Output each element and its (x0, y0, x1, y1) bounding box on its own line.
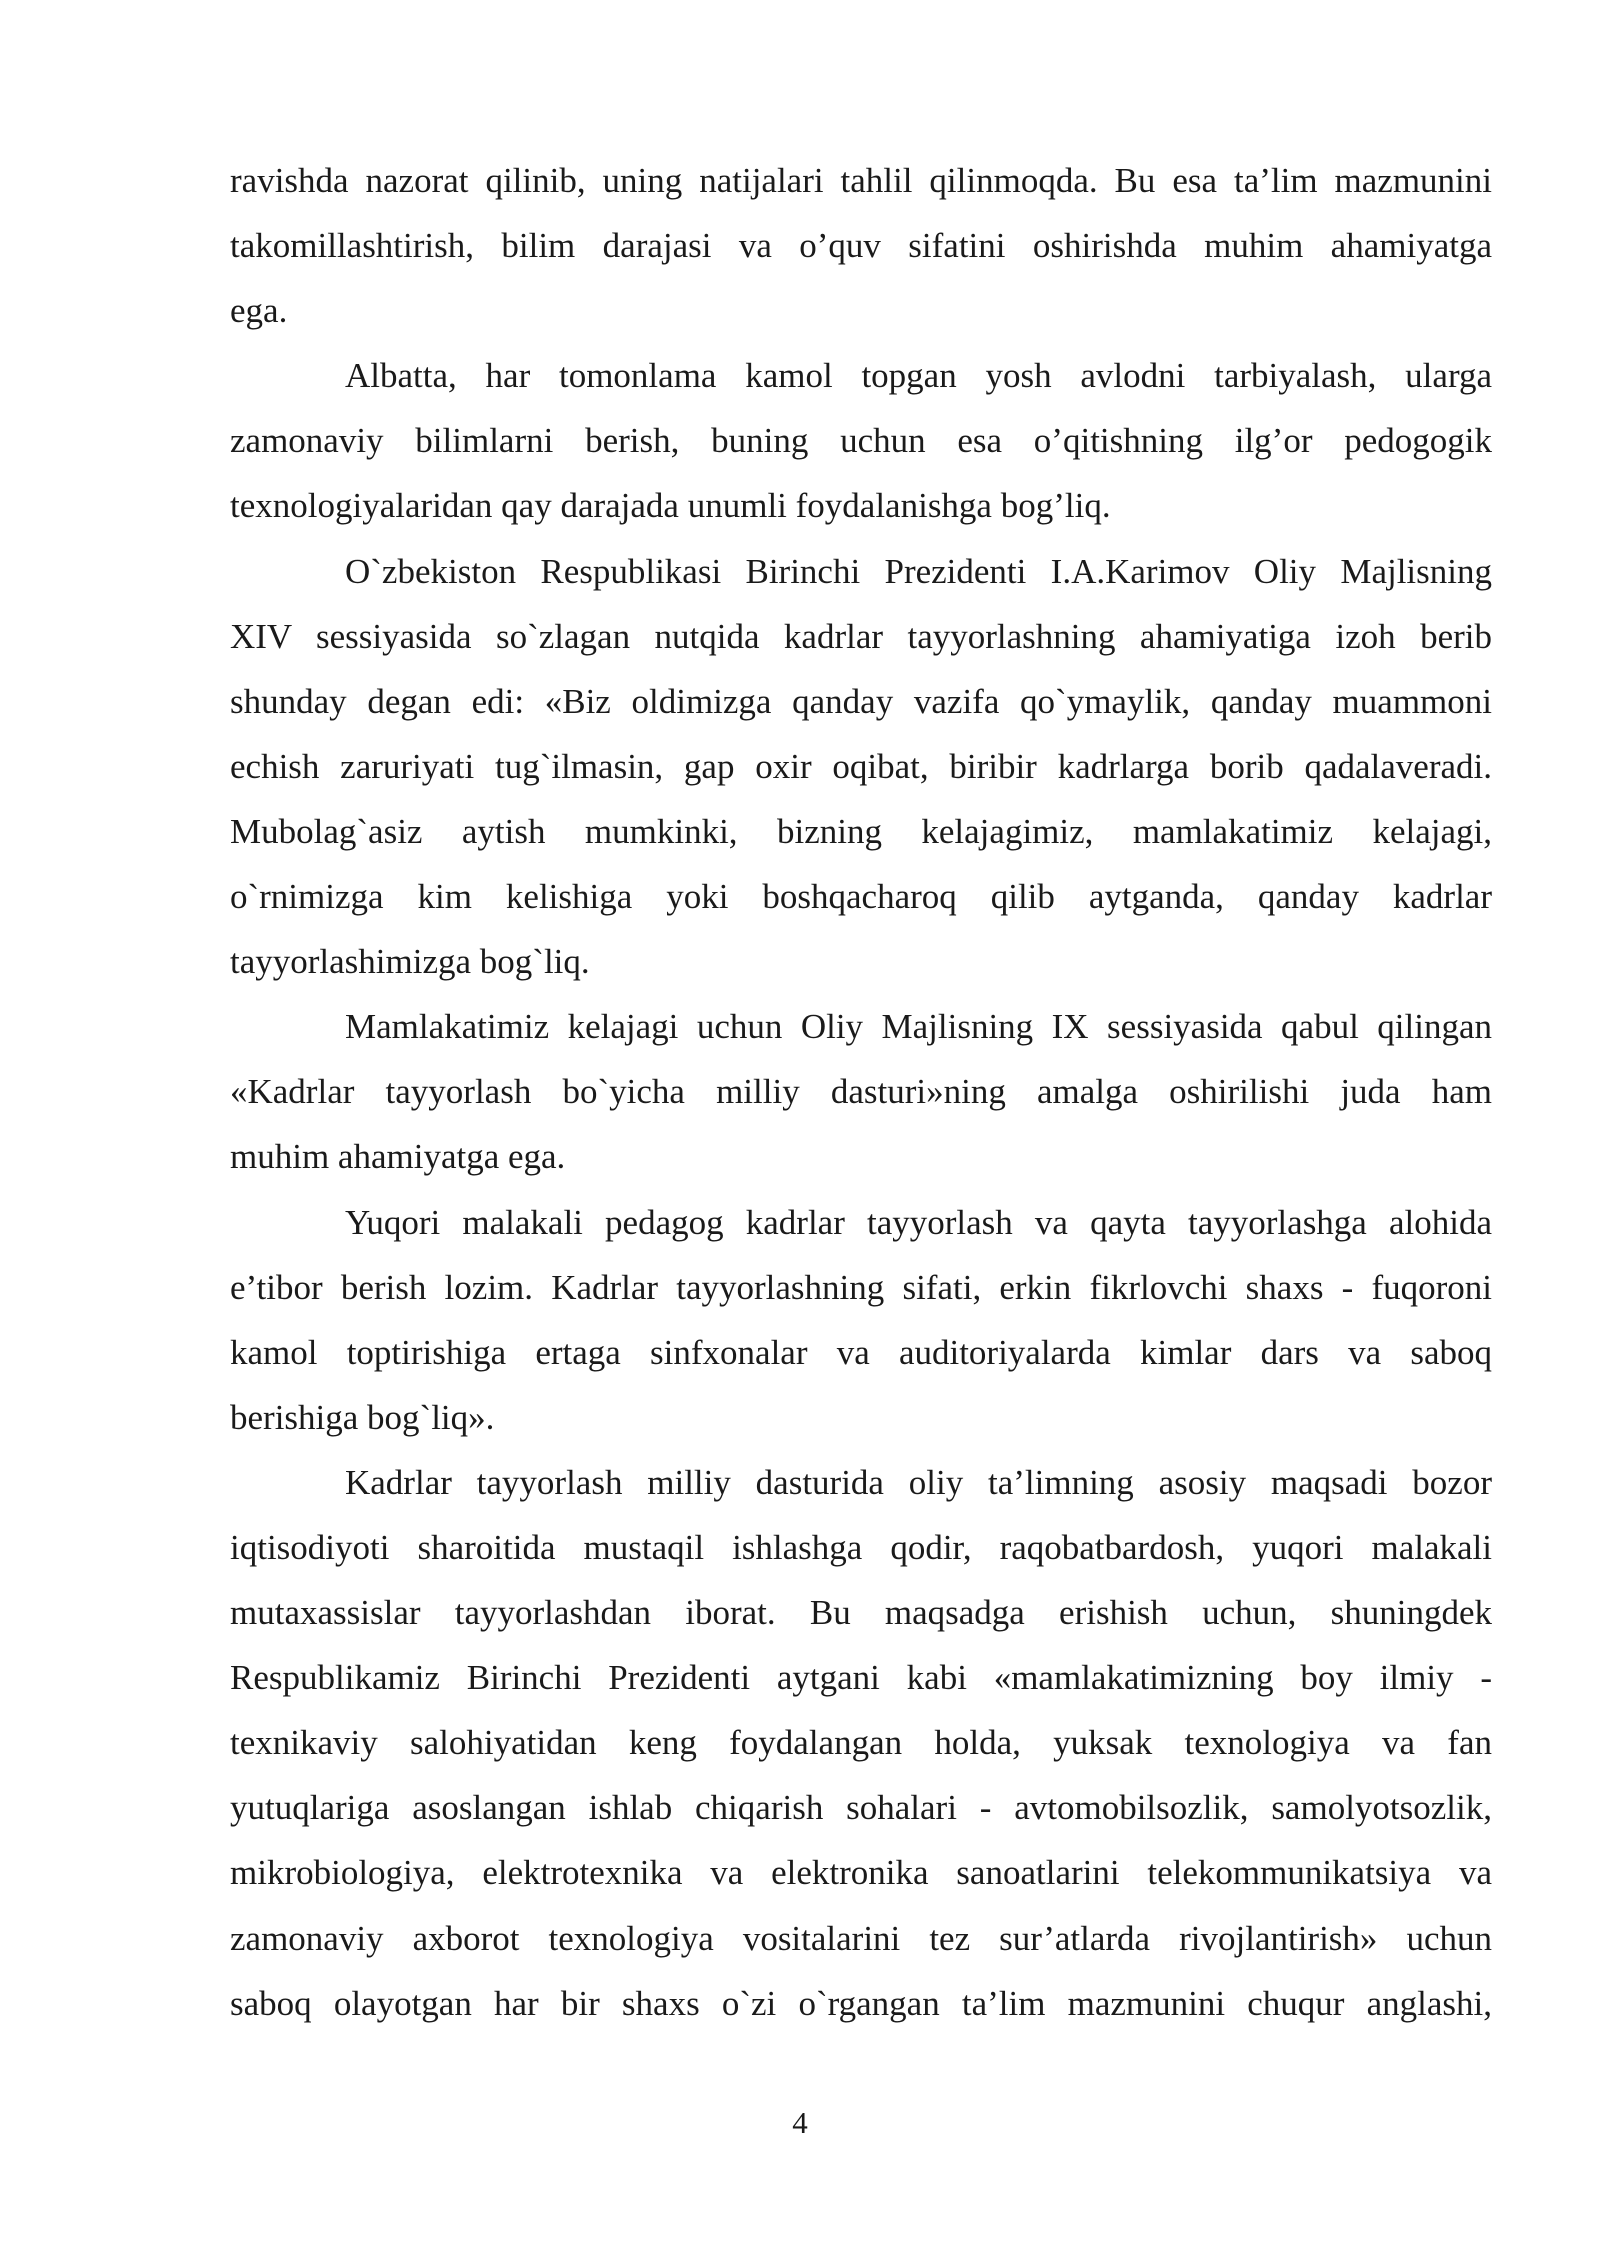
text-line: ega. (230, 291, 288, 331)
text-line: shunday degan edi: «Biz oldimizga qanday vazifa qo`ymaylik, qanday muammoni (230, 681, 1492, 721)
text-line: echish zaruriyati tug`ilmasin, gap oxir oqibat, biribir kadrlarga borib qadalaveradi. (230, 746, 1492, 786)
text-line: saboq olayotgan har bir shaxs o`zi o`rgangan ta’lim mazmunini chuqur anglashi, (230, 1983, 1492, 2023)
text-line: Mamlakatimiz kelajagi uchun Oliy Majlisning IX sessiyasida qabul qilingan (345, 1007, 1492, 1047)
text-line: zamonaviy bilimlarni berish, buning uchun esa o’qitishning ilg’or pedogogik (230, 421, 1492, 461)
text-line: XIV sessiyasida so`zlagan nutqida kadrlar tayyorlashning ahamiyatiga izoh berib (230, 616, 1492, 656)
text-line: e’tibor berish lozim. Kadrlar tayyorlashning sifati, erkin fikrlovchi shaxs - fuqoroni (230, 1267, 1492, 1307)
text-line: iqtisodiyoti sharoitida mustaqil ishlashga qodir, raqobatbardosh, yuqori malakali (230, 1527, 1492, 1567)
text-line: tayyorlashimizga bog`liq. (230, 942, 590, 982)
text-line: mutaxassislar tayyorlashdan iborat. Bu maqsadga erishish uchun, shuningdek (230, 1593, 1492, 1633)
text-line: texnologiyalaridan qay darajada unumli foydalanishga bog’liq. (230, 486, 1111, 526)
text-line: Respublikamiz Birinchi Prezidenti aytgani kabi «mamlakatimizning boy ilmiy - (230, 1658, 1492, 1698)
text-line: O`zbekiston Respublikasi Birinchi Prezidenti I.A.Karimov Oliy Majlisning (345, 551, 1492, 591)
text-line: Albatta, har tomonlama kamol topgan yosh avlodni tarbiyalash, ularga (345, 356, 1492, 396)
text-line: texnikaviy salohiyatidan keng foydalangan holda, yuksak texnologiya va fan (230, 1723, 1492, 1763)
body-text (230, 148, 1492, 2036)
page-number: 4 (792, 2105, 808, 2140)
text-line: yutuqlariga asoslangan ishlab chiqarish sohalari - avtomobilsozlik, samolyotsozlik, (230, 1788, 1492, 1828)
text-line: berishiga bog`liq». (230, 1397, 495, 1437)
text-line: «Kadrlar tayyorlash bo`yicha milliy dasturi»ning amalga oshirilishi juda ham (230, 1072, 1492, 1112)
text-line: Mubolag`asiz aytish mumkinki, bizning kelajagimiz, mamlakatimiz kelajagi, (230, 811, 1492, 851)
text-line: Kadrlar tayyorlash milliy dasturida oliy ta’limning asosiy maqsadi bozor (345, 1462, 1492, 1502)
text-line: ravishda nazorat qilinib, uning natijalari tahlil qilinmoqda. Bu esa ta’lim mazmunini (230, 161, 1492, 200)
text-line: o`rnimizga kim kelishiga yoki boshqacharoq qilib aytganda, qanday kadrlar (230, 877, 1492, 917)
text-line: mikrobiologiya, elektrotexnika va elektronika sanoatlarini telekommunikatsiya va (230, 1853, 1492, 1893)
text-line: muhim ahamiyatga ega. (230, 1137, 566, 1177)
text-line: zamonaviy axborot texnologiya vositalarini tez sur’atlarda rivojlantirish» uchun (230, 1918, 1492, 1958)
text-line: takomillashtirish, bilim darajasi va o’quv sifatini oshirishda muhim ahamiyatga (230, 226, 1492, 266)
text-line: kamol toptirishiga ertaga sinfxonalar va auditoriyalarda kimlar dars va saboq (230, 1332, 1492, 1372)
text-line: Yuqori malakali pedagog kadrlar tayyorlash va qayta tayyorlashga alohida (345, 1202, 1492, 1242)
